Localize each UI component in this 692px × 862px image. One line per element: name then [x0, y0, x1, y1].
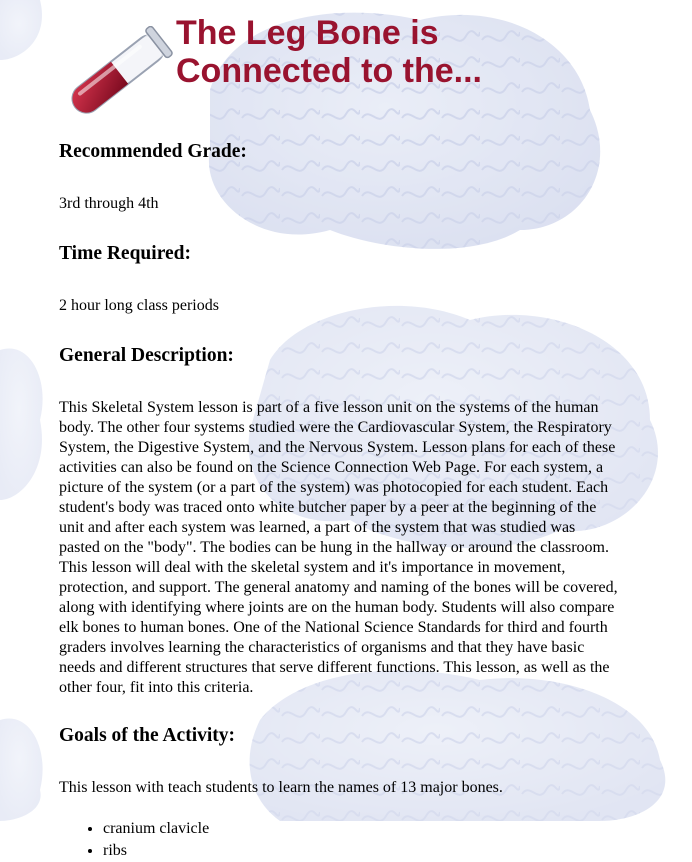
- heading-general-description: General Description:: [59, 345, 234, 366]
- bones-list: [59, 818, 619, 862]
- lesson-body: [59, 140, 619, 862]
- time-required-text: 2 hour long class periods: [59, 297, 219, 314]
- goals-text: This lesson with teach students to learn the names of 13 major bones.: [59, 779, 503, 796]
- list-item: • ribs: [103, 840, 619, 862]
- page-title-line-1: The Leg Bone is: [176, 14, 439, 52]
- page-title: [176, 14, 636, 90]
- list-item: • cranium clavicle: [103, 818, 619, 840]
- page-title-line-2: Connected to the...: [176, 52, 482, 90]
- recommended-grade-text: 3rd through 4th: [59, 195, 159, 212]
- test-tube-icon: [58, 26, 178, 122]
- heading-time-required: Time Required:: [59, 243, 191, 264]
- page-header: [58, 14, 678, 114]
- heading-goals: Goals of the Activity:: [59, 725, 236, 746]
- general-description-text: This Skeletal System lesson is part of a five lesson unit on the systems of the human body. The other four systems studied were the Cardiovascular System, the Respiratory System, the Digestive System, and the Nervous System. Lesson plans for each of these activities can also be found on the Science Connection Web Page. For each system, a picture of the system (or a part of the system) was photocopied for each student. Each student's body was traced onto white butcher paper by a peer at the beginning of the unit and after each system was learned, a part of the system that was studied was pasted on the "body". The bodies can be hung in the hallway or around the classroom. This lesson will deal with the skeletal system and it's importance in movement, protection, and support. The general anatomy and naming of the bones will be covered, along with identifying where joints are on the human body. Students will also compare elk bones to human bones. One of the National Science Standards for third and fourth graders involves learning the characteristics of organisms and that they have basic needs and different structures that serve different functions. This lesson, as well as the other four, fit into this criteria.: [59, 399, 618, 696]
- heading-recommended-grade: Recommended Grade:: [59, 141, 247, 162]
